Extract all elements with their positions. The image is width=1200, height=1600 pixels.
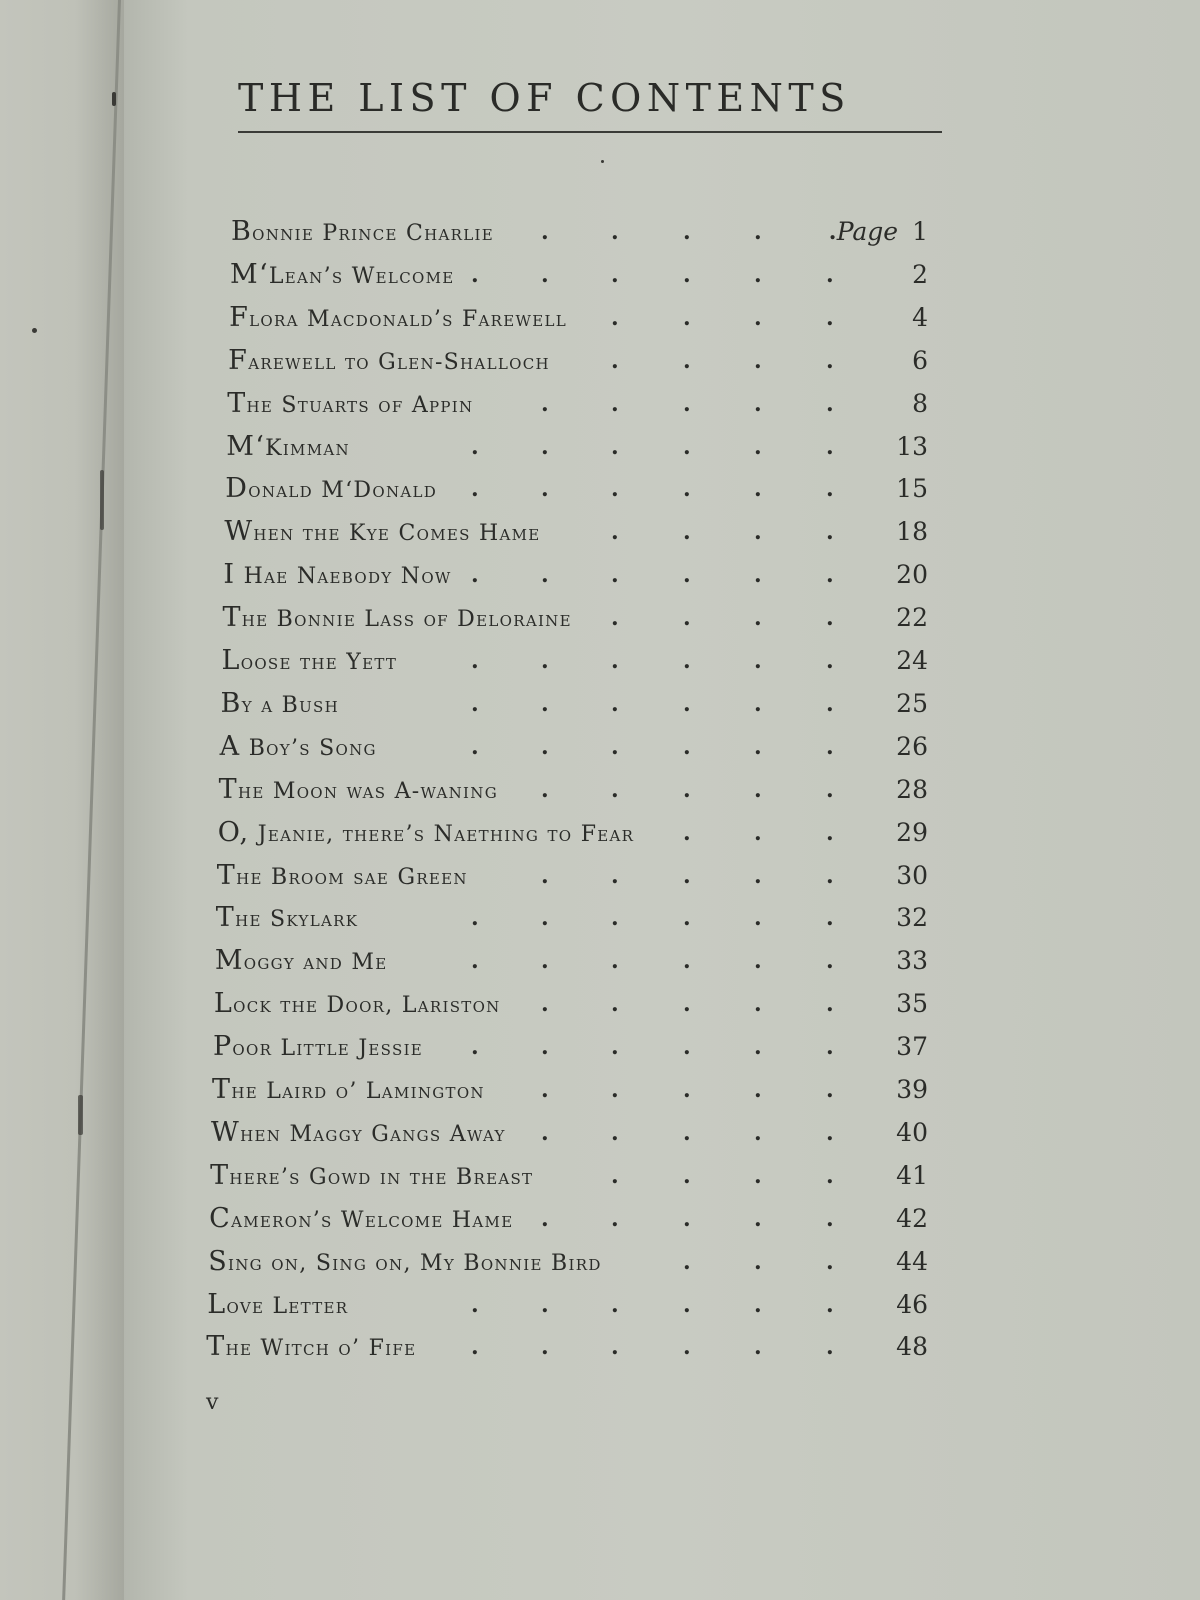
leader-dot: .: [682, 390, 691, 417]
leader-dot: .: [610, 1205, 619, 1232]
dot-leader: [217, 856, 932, 896]
leader-dot: .: [540, 776, 549, 803]
toc-entry[interactable]: [209, 1199, 932, 1239]
leader-dot: .: [825, 1119, 834, 1146]
dot-leader: [214, 984, 932, 1024]
leader-dot: .: [611, 648, 619, 674]
paper-speck: [601, 160, 604, 163]
leader-dot: .: [753, 1034, 762, 1061]
folio-number: v: [206, 1390, 219, 1415]
dot-leader: [218, 813, 932, 853]
toc-page-number: 41: [896, 1160, 928, 1190]
leader-dot: .: [610, 1162, 619, 1189]
toc-entry[interactable]: [210, 1156, 932, 1196]
leader-dot: .: [683, 1291, 691, 1318]
leader-dot: .: [682, 1248, 691, 1275]
dot-leader: [209, 1199, 932, 1239]
leader-dot: .: [754, 1291, 762, 1318]
toc-entry-title: The Stuarts of Appin: [227, 387, 474, 419]
toc-entry-title: O, Jeanie, there’s Naething to Fear: [217, 816, 635, 848]
leader-dot: .: [610, 1034, 619, 1061]
toc-entry-title: M‘Lean’s Welcome: [230, 258, 455, 290]
leader-dot: .: [826, 648, 834, 674]
page-title: THE LIST OF CONTENTS: [238, 76, 851, 120]
leader-dot: .: [682, 991, 691, 1018]
paper-speck: [100, 470, 104, 530]
toc-entry[interactable]: [218, 813, 932, 853]
leader-dot: .: [682, 304, 691, 331]
toc-entry-title: Farewell to Glen-Shalloch: [228, 344, 550, 376]
leader-dot: .: [541, 648, 549, 674]
toc-entry-title: Love Letter: [207, 1288, 349, 1320]
dot-leader: [231, 212, 932, 252]
leader-dot: .: [610, 562, 619, 589]
leader-dot: .: [825, 304, 834, 331]
toc-page-number: 35: [896, 989, 928, 1019]
toc-entry-title: When Maggy Gangs Away: [211, 1116, 506, 1148]
leader-dot: .: [540, 690, 549, 717]
toc-page-number: 39: [896, 1075, 928, 1104]
toc-entry[interactable]: [222, 641, 933, 681]
leader-dot: .: [753, 476, 762, 503]
toc-page-number: 48: [896, 1332, 928, 1362]
leader-dot: .: [753, 905, 762, 932]
leader-dot: .: [753, 390, 762, 417]
leader-dot: .: [825, 1248, 834, 1275]
leader-dot: .: [753, 519, 762, 546]
toc-entry[interactable]: [226, 427, 932, 467]
leader-dot: .: [826, 1291, 834, 1318]
leader-dot: .: [540, 390, 549, 417]
leader-dot: .: [541, 1077, 549, 1103]
leader-dot: .: [825, 476, 834, 503]
toc-entry[interactable]: [228, 341, 932, 381]
leader-dot: .: [470, 905, 479, 932]
dot-leader: [229, 298, 932, 338]
leader-dot: .: [825, 605, 834, 632]
leader-dot: .: [610, 605, 619, 632]
leader-dot: .: [471, 433, 479, 460]
toc-entry[interactable]: [207, 1285, 932, 1325]
leader-dot: .: [682, 1034, 691, 1061]
toc-page-number: 30: [896, 860, 928, 890]
leader-dot: .: [610, 905, 619, 932]
toc-entry[interactable]: [230, 255, 932, 295]
toc-page-number: 28: [896, 774, 928, 804]
toc-entry-title: The Broom sae Green: [216, 859, 468, 891]
toc-page-number: 8: [912, 388, 928, 418]
leader-dot: .: [540, 1034, 549, 1061]
leader-dot: .: [754, 219, 762, 245]
toc-page-number: 32: [896, 903, 928, 933]
toc-entry-title: I Hae Naebody Now: [223, 559, 452, 591]
toc-page-number: 42: [896, 1203, 928, 1233]
leader-dot: .: [610, 733, 619, 760]
leader-dot: .: [682, 562, 691, 589]
leader-dot: .: [682, 905, 691, 932]
leader-dot: .: [682, 347, 691, 374]
dot-leader: [215, 941, 932, 981]
leader-dot: .: [825, 948, 834, 975]
leader-dot: .: [826, 433, 834, 460]
toc-entry[interactable]: [220, 727, 932, 767]
leader-dot: .: [610, 1119, 619, 1146]
leader-dot: .: [610, 948, 619, 975]
toc-entry-title: Flora Macdonald’s Farewell: [229, 301, 568, 333]
leader-dot: .: [470, 1334, 479, 1361]
toc-entry[interactable]: [214, 984, 932, 1024]
paper-speck: [112, 92, 116, 106]
leader-dot: .: [540, 1205, 549, 1232]
leader-dot: .: [825, 776, 834, 803]
toc-entry[interactable]: [229, 298, 932, 338]
paper-speck: [78, 1095, 83, 1135]
toc-page-number: 25: [896, 688, 928, 718]
dot-leader: [222, 598, 932, 638]
leader-dot: .: [682, 476, 691, 503]
dot-leader: [213, 1027, 932, 1067]
toc-entry-title: Donald M‘Donald: [225, 473, 438, 505]
leader-dot: .: [825, 390, 834, 417]
toc-page-number: 40: [896, 1117, 928, 1147]
toc-entry[interactable]: [213, 1027, 932, 1067]
toc-entry-title: The Laird o’ Lamington: [212, 1074, 485, 1105]
dot-leader: [216, 898, 932, 938]
leader-dot: .: [611, 1077, 619, 1103]
dot-leader: [211, 1113, 932, 1153]
leader-dot: .: [825, 519, 834, 546]
leader-dot: .: [682, 1119, 691, 1146]
leader-dot: .: [540, 1334, 549, 1361]
leader-dot: .: [682, 733, 691, 760]
leader-dot: .: [825, 1162, 834, 1189]
dot-leader: [223, 555, 932, 595]
leader-dot: .: [540, 948, 549, 975]
leader-dot: .: [610, 776, 619, 803]
leader-dot: .: [682, 776, 691, 803]
leader-dot: .: [470, 562, 479, 589]
toc-entry-title: Lock the Door, Lariston: [213, 988, 501, 1020]
toc-entry[interactable]: [223, 555, 932, 595]
leader-dot: .: [825, 733, 834, 760]
leader-dot: .: [610, 476, 619, 503]
leader-dot: .: [682, 1334, 691, 1361]
leader-dot: .: [753, 562, 762, 589]
leader-dot: .: [470, 733, 479, 760]
toc-page-number: 6: [912, 345, 928, 375]
leader-dot: .: [825, 1334, 834, 1361]
leader-dot: .: [754, 433, 762, 460]
leader-dot: .: [753, 776, 762, 803]
dot-leader: [212, 1070, 932, 1110]
leader-dot: .: [540, 733, 549, 760]
toc-entry-title: Loose the Yett: [221, 645, 398, 676]
leader-dot: .: [540, 991, 549, 1018]
leader-dot: .: [610, 1334, 619, 1361]
leader-dot: .: [753, 347, 762, 374]
toc-entry-title: The Bonnie Lass of Deloraine: [222, 602, 572, 634]
dot-leader: [222, 641, 933, 681]
toc-page-number: 18: [896, 517, 928, 547]
leader-dot: .: [753, 948, 762, 975]
leader-dot: .: [682, 605, 691, 632]
leader-dot: .: [825, 1034, 834, 1061]
toc-entry[interactable]: [208, 1242, 932, 1282]
leader-dot: .: [541, 219, 549, 245]
paper-speck: [32, 328, 37, 333]
leader-dot: .: [540, 1119, 549, 1146]
toc-page-number: 29: [896, 817, 928, 847]
dot-leader: [208, 1242, 932, 1282]
leader-dot: .: [610, 347, 619, 374]
toc-entry[interactable]: [212, 1070, 932, 1110]
toc-page-number: 22: [896, 603, 928, 633]
leader-dot: .: [471, 1291, 479, 1318]
toc-entry[interactable]: [217, 856, 932, 896]
leader-dot: .: [753, 733, 762, 760]
toc-page-number: 15: [896, 474, 928, 504]
leader-dot: .: [541, 862, 549, 889]
leader-dot: .: [541, 433, 549, 460]
leader-dot: .: [825, 690, 834, 717]
leader-dot: .: [611, 433, 619, 460]
leader-dot: .: [754, 1077, 762, 1103]
leader-dot: .: [540, 905, 549, 932]
leader-dot: .: [825, 905, 834, 932]
toc-page-number: 26: [896, 731, 928, 761]
leader-dot: .: [753, 1119, 762, 1146]
leader-dot: .: [610, 991, 619, 1018]
leader-dot: .: [682, 1205, 691, 1232]
toc-entry-title: Cameron’s Welcome Hame: [209, 1202, 514, 1234]
toc-page-number: 4: [912, 302, 928, 332]
toc-entry[interactable]: [206, 1327, 932, 1367]
leader-dot: .: [540, 476, 549, 503]
leader-dot: .: [610, 304, 619, 331]
dot-leader: [225, 469, 932, 509]
toc-page-number: 46: [896, 1289, 928, 1319]
page-column-label: Page: [836, 217, 899, 246]
toc-page-number: 44: [896, 1246, 928, 1276]
toc-entry-title: By a Bush: [220, 687, 339, 719]
toc-entry-title: The Moon was A-waning: [218, 773, 498, 805]
leader-dot: .: [825, 991, 834, 1018]
dot-leader: [206, 1327, 932, 1367]
dot-leader: [210, 1156, 932, 1196]
leader-dot: .: [753, 1205, 762, 1232]
leader-dot: .: [683, 1077, 691, 1103]
leader-dot: .: [753, 304, 762, 331]
toc-entry-title: M‘Kimman: [226, 430, 350, 462]
leader-dot: .: [682, 519, 691, 546]
toc-entry-title: The Skylark: [215, 902, 359, 934]
leader-dot: .: [682, 819, 691, 846]
leader-dot: .: [753, 1248, 762, 1275]
leader-dot: .: [610, 519, 619, 546]
dot-leader: [207, 1285, 932, 1325]
leader-dot: .: [683, 433, 691, 460]
dot-leader: [230, 255, 932, 295]
leader-dot: .: [825, 562, 834, 589]
toc-entry-title: When the Kye Comes Hame: [224, 516, 541, 548]
toc-entry[interactable]: [219, 770, 932, 810]
leader-dot: .: [541, 1291, 549, 1318]
toc-entry[interactable]: [231, 212, 932, 252]
toc-entry-title: Bonnie Prince Charlie: [231, 216, 495, 247]
toc-page-number: 37: [896, 1032, 928, 1062]
toc-entry[interactable]: [211, 1113, 932, 1153]
leader-dot: .: [471, 648, 479, 674]
leader-dot: .: [753, 991, 762, 1018]
leader-dot: .: [753, 261, 762, 288]
toc-entry[interactable]: [222, 598, 932, 638]
leader-dot: .: [470, 261, 479, 288]
toc-page-number: 24: [896, 646, 928, 675]
leader-dot: .: [825, 1205, 834, 1232]
leader-dot: .: [753, 1162, 762, 1189]
leader-dot: .: [470, 948, 479, 975]
leader-dot: .: [610, 690, 619, 717]
dot-leader: [221, 684, 932, 724]
leader-dot: .: [683, 219, 691, 245]
leader-dot: .: [825, 261, 834, 288]
toc-entry-title: Poor Little Jessie: [212, 1031, 424, 1063]
dot-leader: [220, 727, 932, 767]
toc-page-number: 33: [896, 946, 928, 976]
leader-dot: .: [753, 690, 762, 717]
toc-entry-title: A Boy’s Song: [219, 730, 377, 762]
leader-dot: .: [470, 690, 479, 717]
leader-dot: .: [682, 690, 691, 717]
leader-dot: .: [470, 476, 479, 503]
leader-dot: .: [540, 562, 549, 589]
leader-dot: .: [683, 648, 691, 674]
toc-page-number: 20: [896, 560, 928, 590]
leader-dot: .: [682, 1162, 691, 1189]
leader-dot: .: [610, 261, 619, 288]
toc-entry[interactable]: [224, 512, 932, 552]
leader-dot: .: [754, 648, 762, 674]
leader-dot: .: [540, 261, 549, 288]
toc-entry[interactable]: [221, 684, 932, 724]
leader-dot: .: [753, 605, 762, 632]
leader-dot: .: [611, 862, 619, 889]
leader-dot: .: [470, 1034, 479, 1061]
leader-dot: .: [826, 1077, 834, 1103]
toc-entry-title: The Witch o’ Fife: [206, 1331, 417, 1363]
leader-dot: .: [683, 862, 691, 889]
leader-dot: .: [682, 948, 691, 975]
leader-dot: .: [825, 347, 834, 374]
leader-dot: .: [828, 219, 837, 245]
toc-entry[interactable]: [216, 898, 932, 938]
leader-dot: .: [611, 1291, 619, 1318]
toc-entry-title: Moggy and Me: [214, 945, 388, 977]
dot-leader: [224, 512, 932, 552]
leader-dot: .: [826, 862, 834, 889]
leader-dot: .: [610, 390, 619, 417]
leader-dot: .: [753, 819, 762, 846]
leader-dot: .: [825, 819, 834, 846]
leader-dot: .: [682, 261, 691, 288]
toc-entry[interactable]: [215, 941, 932, 981]
toc-entry-title: Sing on, Sing on, My Bonnie Bird: [208, 1245, 602, 1277]
leader-dot: .: [754, 862, 762, 889]
leader-dot: .: [611, 219, 619, 245]
leader-dot: .: [753, 1334, 762, 1361]
dot-leader: [228, 341, 932, 381]
dot-leader: [227, 384, 932, 424]
toc-entry-title: There’s Gowd in the Breast: [210, 1159, 534, 1191]
toc-entry[interactable]: [227, 384, 932, 424]
toc-page-number: 1: [912, 217, 928, 246]
toc-page-number: 13: [896, 431, 928, 461]
toc-entry[interactable]: [225, 469, 932, 509]
dot-leader: [219, 770, 932, 810]
toc-page-number: 2: [912, 259, 928, 289]
dot-leader: [226, 427, 932, 467]
